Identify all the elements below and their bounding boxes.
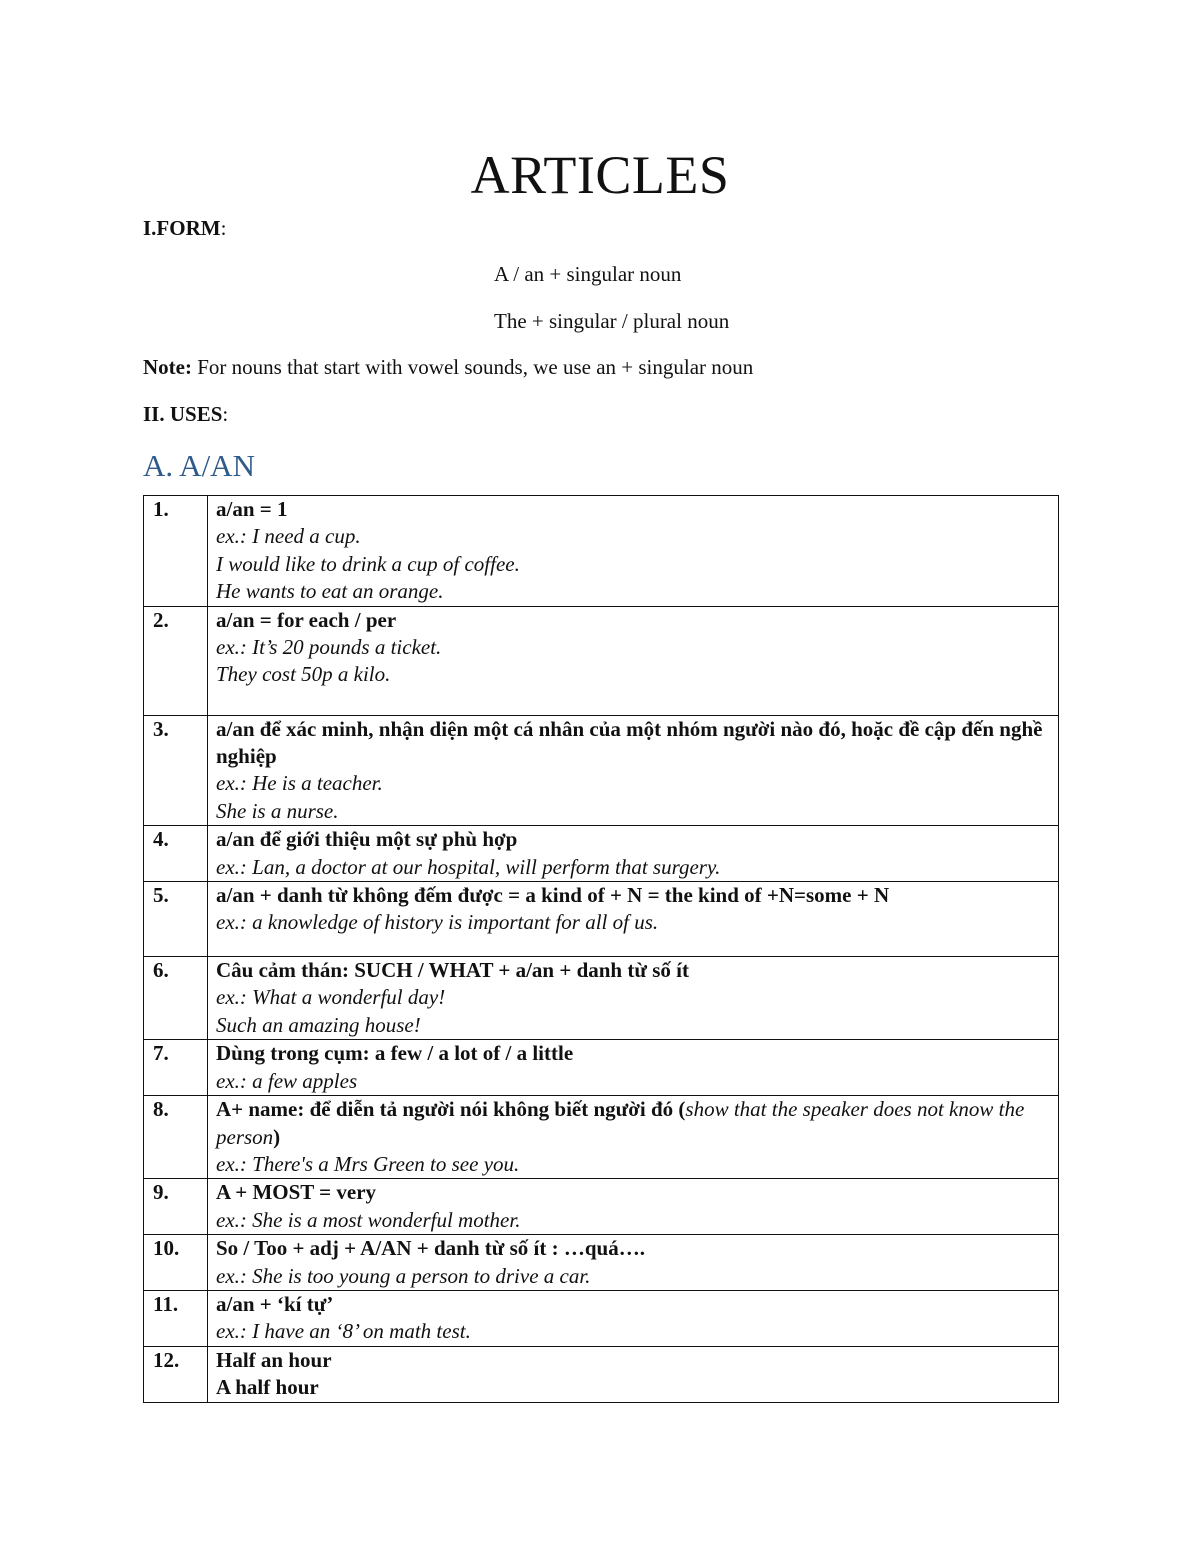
row-content bbox=[208, 1346, 1059, 1402]
rule-text: a/an + danh từ không đếm được = a kind of + N = the kind of +N=some + N bbox=[216, 883, 890, 908]
example-text: ex.: I need a cup. bbox=[216, 524, 361, 549]
row-content bbox=[208, 1290, 1059, 1346]
example-text: ex.: What a wonderful day! bbox=[216, 985, 446, 1010]
rule-text: Half an hour bbox=[216, 1347, 332, 1372]
row-content bbox=[208, 882, 1059, 957]
rule-text-start: A+ name: để diễn tả người nói không biết người đó ( bbox=[216, 1097, 686, 1122]
rule-text: a/an để giới thiệu một sự phù hợp bbox=[216, 827, 518, 852]
row-content bbox=[208, 1096, 1059, 1179]
row-content bbox=[208, 1179, 1059, 1235]
uses-heading-line bbox=[143, 400, 228, 428]
row-number: 7. bbox=[144, 1040, 208, 1096]
form-line-the: The + singular / plural noun bbox=[494, 309, 730, 333]
note-line bbox=[143, 353, 753, 381]
example-text: ex.: She is a most wonderful mother. bbox=[216, 1207, 521, 1232]
row-number: 6. bbox=[144, 957, 208, 1040]
rule-text-italic: show that the speaker does not know the person bbox=[216, 1097, 1025, 1149]
uses-table bbox=[143, 495, 1059, 1403]
example-text: ex.: She is too young a person to drive a car. bbox=[216, 1263, 591, 1288]
table-row bbox=[144, 1346, 1059, 1402]
example-text: He wants to eat an orange. bbox=[216, 579, 444, 604]
table-row bbox=[144, 1179, 1059, 1235]
rule-text bbox=[216, 1097, 1024, 1148]
uses-heading: II. USES bbox=[143, 402, 223, 426]
row-number: 12. bbox=[144, 1346, 208, 1402]
example-text: She is a nurse. bbox=[216, 798, 339, 823]
rule-text: a/an + ‘kí tự’ bbox=[216, 1291, 334, 1316]
row-number: 8. bbox=[144, 1096, 208, 1179]
rule-text-end: ) bbox=[273, 1124, 281, 1149]
row-content bbox=[208, 1040, 1059, 1096]
example-text: ex.: There's a Mrs Green to see you. bbox=[216, 1151, 520, 1176]
note-label: Note: bbox=[143, 355, 192, 379]
table-row bbox=[144, 1290, 1059, 1346]
rule-text: Câu cảm thán: SUCH / WHAT + a/an + danh từ số ít bbox=[216, 958, 689, 983]
note-text: For nouns that start with vowel sounds, we use an + singular noun bbox=[191, 355, 754, 379]
example-text: They cost 50p a kilo. bbox=[216, 662, 391, 687]
row-number: 9. bbox=[144, 1179, 208, 1235]
row-number: 5. bbox=[144, 882, 208, 957]
row-number: 2. bbox=[144, 606, 208, 715]
table-row bbox=[144, 957, 1059, 1040]
rule-text: So / Too + adj + A/AN + danh từ số ít : …quá…. bbox=[216, 1236, 645, 1261]
example-text: ex.: a few apples bbox=[216, 1068, 358, 1093]
rule-text: a/an = 1 bbox=[216, 497, 288, 521]
row-content bbox=[208, 1235, 1059, 1291]
table-row bbox=[144, 1235, 1059, 1291]
example-text: ex.: He is a teacher. bbox=[216, 771, 383, 796]
table-row bbox=[144, 606, 1059, 715]
example-text: ex.: a knowledge of history is important for all of us. bbox=[216, 910, 659, 935]
table-row bbox=[144, 1040, 1059, 1096]
form-heading: I.FORM bbox=[143, 216, 221, 240]
form-line-a-an: A / an + singular noun bbox=[494, 262, 682, 286]
row-number: 11. bbox=[144, 1290, 208, 1346]
section-heading-a-an: A. A/AN bbox=[143, 448, 255, 483]
table-row bbox=[144, 882, 1059, 957]
rule-text-second: A half hour bbox=[216, 1375, 319, 1400]
table-row bbox=[144, 826, 1059, 882]
rule-text: Dùng trong cụm: a few / a lot of / a little bbox=[216, 1041, 574, 1066]
rule-text: a/an = for each / per bbox=[216, 607, 397, 632]
table-row bbox=[144, 496, 1059, 607]
uses-heading-colon: : bbox=[222, 402, 229, 426]
table-row bbox=[144, 715, 1059, 826]
row-content bbox=[208, 715, 1059, 826]
row-number: 10. bbox=[144, 1235, 208, 1291]
row-content bbox=[208, 826, 1059, 882]
example-text: ex.: I have an ‘8’ on math test. bbox=[216, 1319, 471, 1344]
rule-text: A + MOST = very bbox=[216, 1180, 377, 1205]
row-number: 1. bbox=[144, 496, 208, 607]
page-title: ARTICLES bbox=[470, 145, 730, 205]
row-number: 3. bbox=[144, 715, 208, 826]
form-heading-colon: : bbox=[220, 216, 227, 240]
row-number: 4. bbox=[144, 826, 208, 882]
example-text: ex.: It’s 20 pounds a ticket. bbox=[216, 635, 442, 660]
example-text: ex.: Lan, a doctor at our hospital, will perform that surgery. bbox=[216, 854, 721, 879]
table-row bbox=[144, 1096, 1059, 1179]
rule-text: a/an để xác minh, nhận diện một cá nhân của một nhóm người nào đó, hoặc đề cập đến nghề nghiệp bbox=[216, 716, 1043, 769]
row-content bbox=[208, 496, 1059, 607]
row-content bbox=[208, 606, 1059, 715]
example-text: I would like to drink a cup of coffee. bbox=[216, 551, 520, 576]
form-heading-line bbox=[143, 214, 226, 242]
row-content bbox=[208, 957, 1059, 1040]
example-text: Such an amazing house! bbox=[216, 1012, 421, 1037]
